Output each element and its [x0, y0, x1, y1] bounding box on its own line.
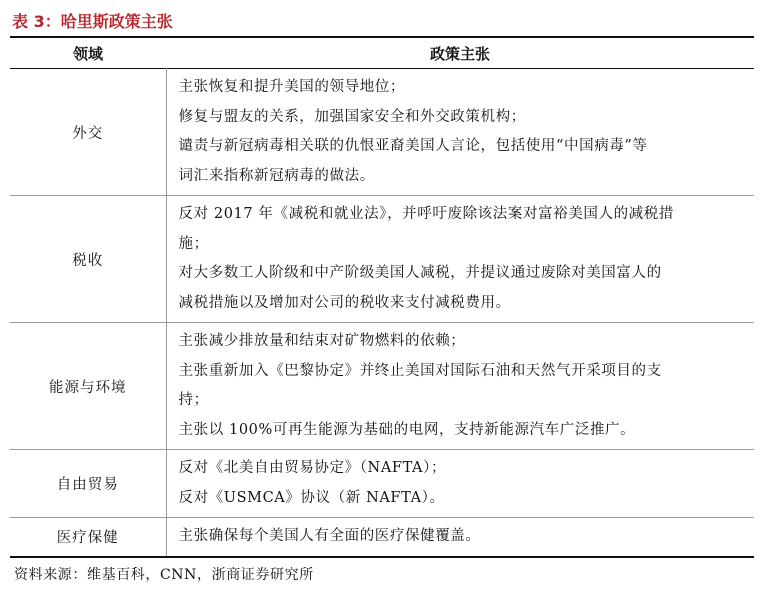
policy-line: 主张恢复和提升美国的领导地位； [178, 79, 405, 95]
table-row-diplomacy [10, 69, 754, 196]
policy-cell [166, 518, 754, 557]
domain-cell: 能源与环境 [10, 323, 166, 450]
table-row-tax [10, 196, 754, 323]
harris-policy-table [10, 36, 754, 558]
domain-cell: 税收 [10, 196, 166, 323]
table-header-row [10, 37, 754, 69]
table-row-healthcare [10, 518, 754, 557]
policy-line: 词汇来指称新冠病毒的做法。 [178, 167, 375, 184]
policy-line: 反对《北美自由贸易协定》（NAFTA）； [178, 460, 447, 476]
header-policy: 政策主张 [429, 44, 490, 63]
table-title: 表 3：哈里斯政策主张 [12, 12, 173, 31]
policy-line: 减税措施以及增加对公司的税收来支付减税费用。 [178, 294, 511, 311]
table-row-energy [10, 323, 754, 450]
source-note: 资料来源：维基百科，CNN，浙商证券研究所 [14, 566, 314, 583]
policy-line: 反对《USMCA》协议（新 NAFTA）。 [178, 489, 445, 506]
policy-line: 谴责与新冠病毒相关联的仇恨亚裔美国人言论，包括使用“中国病毒”等 [178, 138, 648, 154]
policy-line: 持； [178, 392, 209, 408]
policy-line: 主张以 100%可再生能源为基础的电网，支持新能源汽车广泛推广。 [178, 421, 636, 438]
policy-cell [166, 196, 754, 323]
policy-line: 反对 2017 年《减税和就业法》，并呼吁废除该法案对富裕美国人的减税措 [178, 206, 674, 222]
policy-line: 主张重新加入《巴黎协定》并终止美国对国际石油和天然气开采项目的支 [178, 362, 662, 379]
document-page [10, 8, 754, 584]
domain-cell: 外交 [10, 69, 166, 196]
policy-line: 主张减少排放量和结束对矿物燃料的依赖； [178, 333, 466, 349]
policy-line: 修复与盟友的关系，加强国家安全和外交政策机构； [178, 108, 526, 125]
domain-cell: 医疗保健 [10, 518, 166, 557]
policy-cell [166, 450, 754, 518]
table-row-trade [10, 450, 754, 518]
policy-line: 主张确保每个美国人有全面的医疗保健覆盖。 [178, 528, 481, 544]
policy-cell [166, 323, 754, 450]
domain-cell: 自由贸易 [10, 450, 166, 518]
header-domain: 领域 [72, 44, 103, 63]
policy-line: 对大多数工人阶级和中产阶级美国人减税，并提议通过废除对美国富人的 [178, 265, 662, 281]
policy-cell [166, 69, 754, 196]
policy-line: 施； [178, 235, 209, 252]
